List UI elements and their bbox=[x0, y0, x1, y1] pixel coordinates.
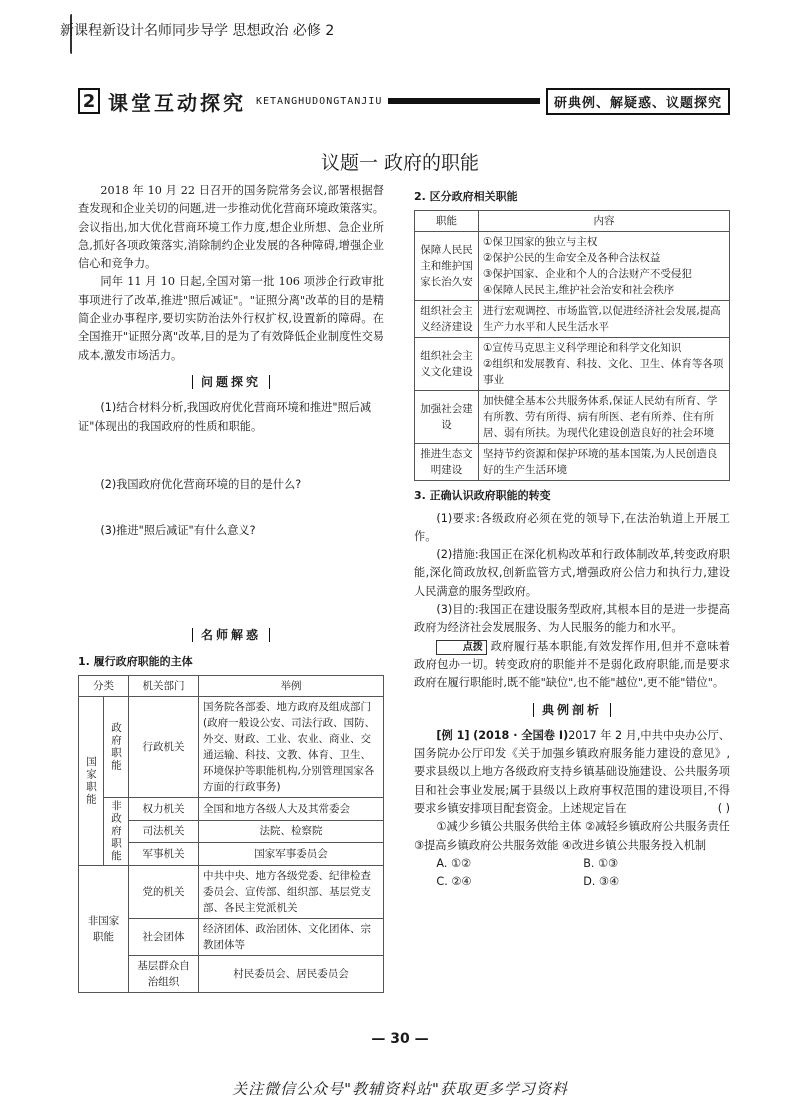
table-row: 非政府职能 权力机关 全国和地方各级人大及其常委会 bbox=[79, 798, 384, 821]
question-2: (2)我国政府优化营商环境的目的是什么? bbox=[100, 477, 302, 491]
teacher-heading: 名师解惑 bbox=[78, 626, 384, 644]
group-gov: 政府职能 bbox=[104, 697, 129, 798]
table-header: 举例 bbox=[199, 676, 384, 697]
left-column bbox=[78, 182, 384, 993]
table-row: 社会团体 经济团体、政治团体、文化团体、宗教团体等 bbox=[79, 918, 384, 955]
table-row: 司法机关 法院、检察院 bbox=[79, 820, 384, 843]
table-row: 组织社会主义经济建设 进行宏观调控、市场监管,以促进经济社会发展,提高生产力水平和人民生活水平 bbox=[415, 301, 730, 338]
table-header: 机关部门 bbox=[129, 676, 199, 697]
group-state: 国家职能 bbox=[79, 697, 104, 866]
table-header: 分类 bbox=[79, 676, 129, 697]
answer-blank: ( ) bbox=[717, 802, 730, 816]
case-heading: 典例剖析 bbox=[414, 701, 730, 719]
right-column bbox=[414, 184, 730, 892]
choice-row bbox=[414, 873, 730, 891]
section2-title: 2. 区分政府相关职能 bbox=[414, 190, 518, 203]
banner-title: 课堂互动探究 bbox=[108, 90, 246, 115]
choice-option: B. ①③ bbox=[583, 856, 619, 870]
table-row: 基层群众自治组织 村民委员会、居民委员会 bbox=[79, 955, 384, 992]
tip-paragraph: 点拨 政府履行基本职能,有效发挥作用,但并不意味着政府包办一切。转变政府的职能并不是弱化政府职能,而是要求政府在履行职能时,既不能"缺位",也不能"越位",更不能"错位"。 bbox=[414, 639, 730, 690]
govt-functions-table bbox=[414, 210, 730, 481]
banner-tagline: 研典例、解疑惑、议题探究 bbox=[546, 88, 730, 115]
banner-rule bbox=[388, 98, 540, 104]
table-row: 军事机关 国家军事委员会 bbox=[79, 843, 384, 866]
table-row: 推进生态文明建设 坚持节约资源和保护环境的基本国策,为人民创造良好的生产生活环境 bbox=[415, 444, 730, 481]
section3-title: 3. 正确认识政府职能的转变 bbox=[414, 489, 551, 503]
running-header: 新课程新设计名师同步导学 思想政治 必修 2 bbox=[60, 23, 335, 39]
choice-row bbox=[414, 855, 730, 873]
table-row: 国家职能 政府职能 行政机关 国务院各部委、地方政府及组成部门(政府一般设公安、司法行政、国防、外交、财政、工业、农业、商业、交通运输、科技、文教、体育、卫生、环境保护等职能机构,分别管理国家各方面的行政事务) bbox=[79, 697, 384, 798]
choice-option: C. ②④ bbox=[436, 875, 472, 889]
question-3: (3)推进"照后减证"有什么意义? bbox=[100, 524, 256, 538]
banner-number: 2 bbox=[78, 88, 100, 114]
section-banner bbox=[78, 86, 730, 116]
banner-english: KETANGHUDONGTANJIU bbox=[256, 95, 383, 107]
choice-option: A. ①② bbox=[436, 856, 472, 870]
section3-paragraph: (2)措施:我国正在深化机构改革和行政体制改革,转变政府职能,深化简政放权,创新监管方式,增强政府公信力和执行力,建设人民满意的服务型政府。 bbox=[414, 548, 730, 598]
page-number: — 30 — bbox=[371, 1031, 429, 1047]
tip-label: 点拨 bbox=[436, 640, 486, 655]
group-nongov: 非政府职能 bbox=[104, 798, 129, 866]
group-nonstate: 非国家职能 bbox=[79, 865, 129, 992]
table-row: 加强社会建设 加快健全基本公共服务体系,保证人民幼有所育、学有所教、劳有所得、病有所医、老有所养、住有所居、弱有所扶。为现代化建设创造良好的社会环境 bbox=[415, 391, 730, 444]
topic-title: 议题一 政府的职能 bbox=[320, 152, 480, 174]
table-row: 保障人民民主和维护国家长治久安 ①保卫国家的独立与主权 ②保护公民的生命安全及各种合法权益 ③保护国家、企业和个人的合法财产不受侵犯 ④保障人民民主,维护社会治安和社会秩序 bbox=[415, 232, 730, 301]
choice-option: D. ③④ bbox=[583, 875, 619, 889]
section3-paragraph: (3)目的:我国正在建设服务型政府,其根本目的是进一步提高政府为经济社会发展服务、为人民服务的能力和水平。 bbox=[414, 603, 730, 635]
table-row: 非国家职能 党的机关 中共中央、地方各级党委、纪律检查委员会、宣传部、组织部、基层党支部、各民主党派机关 bbox=[79, 865, 384, 918]
material-paragraph: 同年 11 月 10 日起,全国对第一批 106 项涉企行政审批事项进行了改革,推进"照后减证"。"证照分离"改革的目的是精简企业办事程序,要切实防治法外行权扩权,设置新的障碍。在全国推开"证照分离"改革,目的是为了有效降低企业制度性交易成本,激发市场活力。 bbox=[78, 275, 384, 362]
section3-paragraph: (1)要求:各级政府必须在党的领导下,在法治轨道上开展工作。 bbox=[414, 511, 730, 543]
table-header: 内容 bbox=[479, 211, 730, 232]
inquiry-heading: 问题探究 bbox=[78, 373, 384, 391]
table-header: 职能 bbox=[415, 211, 479, 232]
footer-note: 关注微信公众号"教辅资料站"获取更多学习资料 bbox=[232, 1080, 568, 1098]
material-paragraph: 2018 年 10 月 22 日召开的国务院常务会议,部署根据督查发现和企业关切的问题,进一步推动优化营商环境政策落实。会议指出,加大优化营商环境工作力度,想企业所想、急企业所急,抓好各项政策落实,消除制约企业发展的各种障碍,增强企业信心和竞争力。 bbox=[78, 184, 384, 271]
govt-bodies-table bbox=[78, 675, 384, 993]
example-items: ①减少乡镇公共服务供给主体 ②减轻乡镇政府公共服务责任 ③提高乡镇政府公共服务效能 ④改进乡镇公共服务投入机制 bbox=[414, 820, 730, 852]
section1-title: 1. 履行政府职能的主体 bbox=[78, 654, 193, 668]
table-row: 组织社会主义文化建设 ①宣传马克思主义科学理论和科学文化知识 ②组织和发展教育、科技、文化、卫生、体育等各项事业 bbox=[415, 338, 730, 391]
question-1: (1)结合材料分析,我国政府优化营商环境和推进"照后减证"体现出的我国政府的性质和职能。 bbox=[78, 401, 372, 433]
example-stem: [例 1] (2018 · 全国卷 Ⅰ)2017 年 2 月,中共中央办公厅、国务院办公厅印发《关于加强乡镇政府服务能力建设的意见》,要求县级以上地方各级政府支持乡镇基础设施建设、公共服务项目和社会事业发展;属于县级以上政府事权范围的建设项目,不得要求乡镇安排项目配套资金。上述规定旨在 ( ) bbox=[414, 727, 730, 818]
